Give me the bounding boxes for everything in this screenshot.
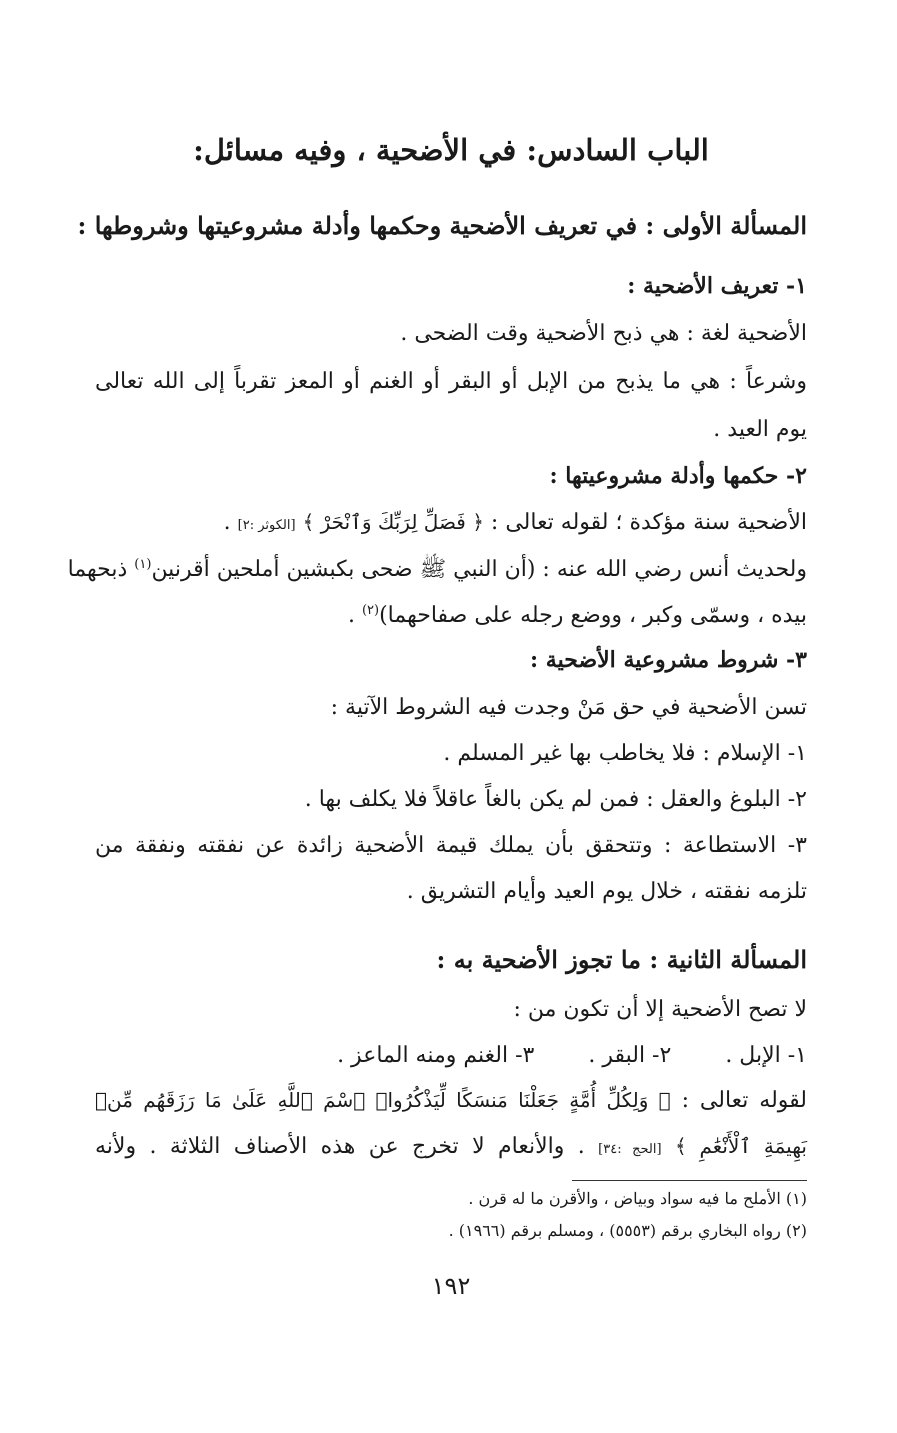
condition-islam: ١- الإسلام : فلا يخاطب بها غير المسلم . — [443, 741, 807, 766]
definition-legal-end: يوم العيد . — [713, 417, 807, 442]
condition-maturity: ٢- البلوغ والعقل : فمن لم يكن بالغاً عاقلاً فلا يكلف بها . — [304, 787, 807, 812]
issue-2-title: المسألة الثانية : ما تجوز الأضحية به : — [436, 945, 807, 974]
ruling-line — [95, 502, 807, 546]
quran-verse-hajj: ﴿ وَلِكُلِّ أُمَّةٍ جَعَلْنَا مَنسَكًا لِّيَذْكُرُوا۟ ٱسْمَ ٱللَّهِ عَلَىٰ مَا رَزَقَهُم مِّنۢ — [95, 1088, 671, 1112]
hadith-text-1-end: ذبحهما — [67, 557, 135, 582]
section-2-heading: ٢- حكمها وأدلة مشروعيتها : — [549, 463, 807, 489]
quran-verse-hajj-end: بَهِيمَةِ ٱلْأَنْعَٰمِ ﴾ — [674, 1134, 807, 1158]
conditions-intro: تسن الأضحية في حق مَنْ وجدت فيه الشروط الآتية : — [330, 695, 807, 720]
chapter-title: الباب السادس: في الأضحية ، وفيه مسائل: — [193, 133, 709, 167]
hadith-text-2: بيده ، وسمّى وكبر ، ووضع رجله على صفاحهما) — [379, 603, 807, 628]
footnote-1: (١) الأملح ما فيه سواد وبياض ، والأقرن ما له قرن . — [468, 1189, 807, 1208]
ruling-text: الأضحية سنة مؤكدة ؛ لقوله تعالى : — [490, 510, 807, 535]
quran-verse-kawthar: ﴿ فَصَلِّ لِرَبِّكَ وَٱنْحَرْ ﴾ — [302, 510, 484, 534]
issue-1-title: المسألة الأولى : في تعريف الأضحية وحكمها وأدلة مشروعيتها وشروطها : — [77, 211, 807, 240]
footnote-marker-1: (١) — [134, 557, 152, 572]
page-number: ١٩٢ — [431, 1272, 471, 1300]
evidence-conclusion: . والأنعام لا تخرج عن هذه الأصناف الثلاثة . ولأنه — [95, 1134, 585, 1159]
list-item-camels: ١- الإبل . — [725, 1043, 807, 1068]
section-3-heading: ٣- شروط مشروعية الأضحية : — [530, 647, 807, 673]
list-item-sheep-goats: ٣- الغنم ومنه الماعز . — [337, 1043, 535, 1068]
verse-reference-kawthar: [الكوثر :٢] — [237, 518, 296, 533]
permitted-animals-intro: لا تصح الأضحية إلا أن تكون من : — [513, 997, 807, 1022]
ruling-line-end: . — [223, 510, 231, 535]
condition-ability-end: تلزمه نفقته ، خلال يوم العيد وأيام التشريق . — [406, 879, 807, 904]
quran-evidence-line-2 — [95, 1126, 807, 1170]
footnote-divider — [572, 1180, 807, 1181]
footnote-2: (٢) رواه البخاري برقم (٥٥٥٣) ، ومسلم برقم (١٩٦٦) . — [448, 1221, 807, 1240]
hadith-line-2 — [95, 596, 807, 636]
section-1-heading: ١- تعريف الأضحية : — [627, 273, 807, 299]
condition-ability: ٣- الاستطاعة : وتتحقق بأن يملك قيمة الأضحية زائدة عن نفقته ونفقة من — [95, 833, 807, 858]
quran-evidence-line-1 — [95, 1080, 807, 1121]
hadith-text-1: ولحديث أنس رضي الله عنه : (أن النبي ﷺ ضحى بكبشين أملحين أقرنين — [151, 557, 807, 582]
footnote-marker-2: (٢) — [361, 603, 380, 618]
permitted-animals-list — [95, 1036, 807, 1076]
hadith-text-2-end: . — [347, 603, 362, 628]
definition-linguistic: الأضحية لغة : هي ذبح الأضحية وقت الضحى . — [400, 321, 807, 346]
hadith-line-1 — [67, 550, 807, 590]
verse-reference-hajj: [الحج :٣٤] — [598, 1142, 662, 1157]
list-item-cattle: ٢- البقر . — [588, 1043, 672, 1068]
definition-legal: وشرعاً : هي ما يذبح من الإبل أو البقر أو الغنم أو المعز تقرباً إلى الله تعالى — [95, 369, 807, 394]
book-page — [67, 0, 807, 1433]
evidence-intro: لقوله تعالى : — [681, 1088, 807, 1113]
